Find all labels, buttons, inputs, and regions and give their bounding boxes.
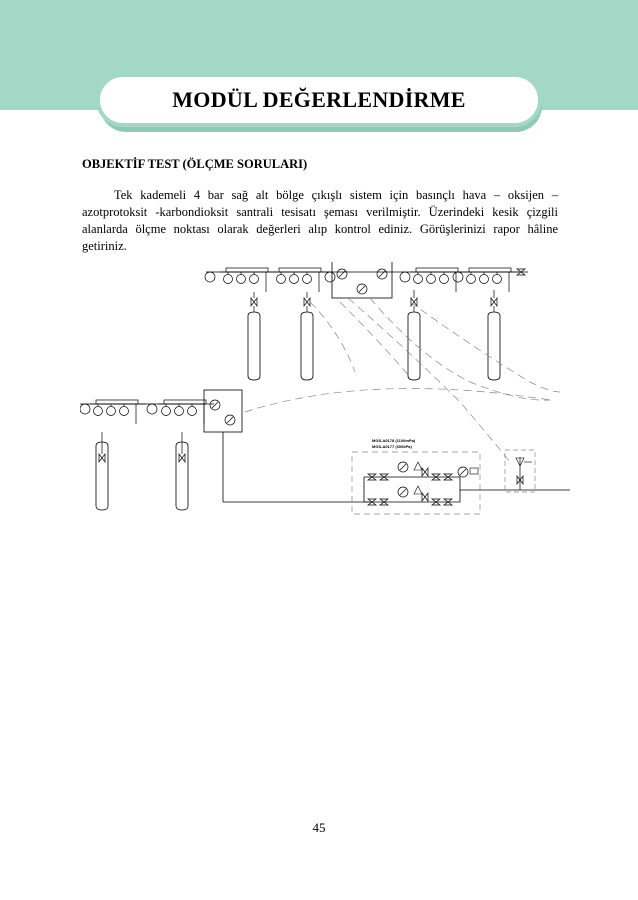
body-paragraph: Tek kademeli 4 bar sağ alt bölge çıkışlı sistem için basınçlı hava – oksijen – azotprotoksit -karbondioksit santrali tesisatı şeması verilmiştir. Üzerindeki kesik çizgili alanlarda ölçme noktası olarak değerleri alıp kontrol ediniz. Görüşlerinizi rapor hâline getiriniz. — [82, 188, 558, 253]
title-banner — [96, 73, 542, 127]
page-title: MODÜL DEĞERLENDİRME — [172, 87, 466, 112]
section-heading: OBJEKTİF TEST (ÖLÇME SORULARI) — [82, 157, 308, 171]
gas-manifold-schematic — [80, 262, 570, 522]
page-number: 45 — [312, 820, 326, 835]
pressure-label-1: MGS-A0178 (1100mPa) — [372, 438, 416, 443]
pressure-label-2: MGS-A0177 (300kPa) — [372, 444, 412, 449]
